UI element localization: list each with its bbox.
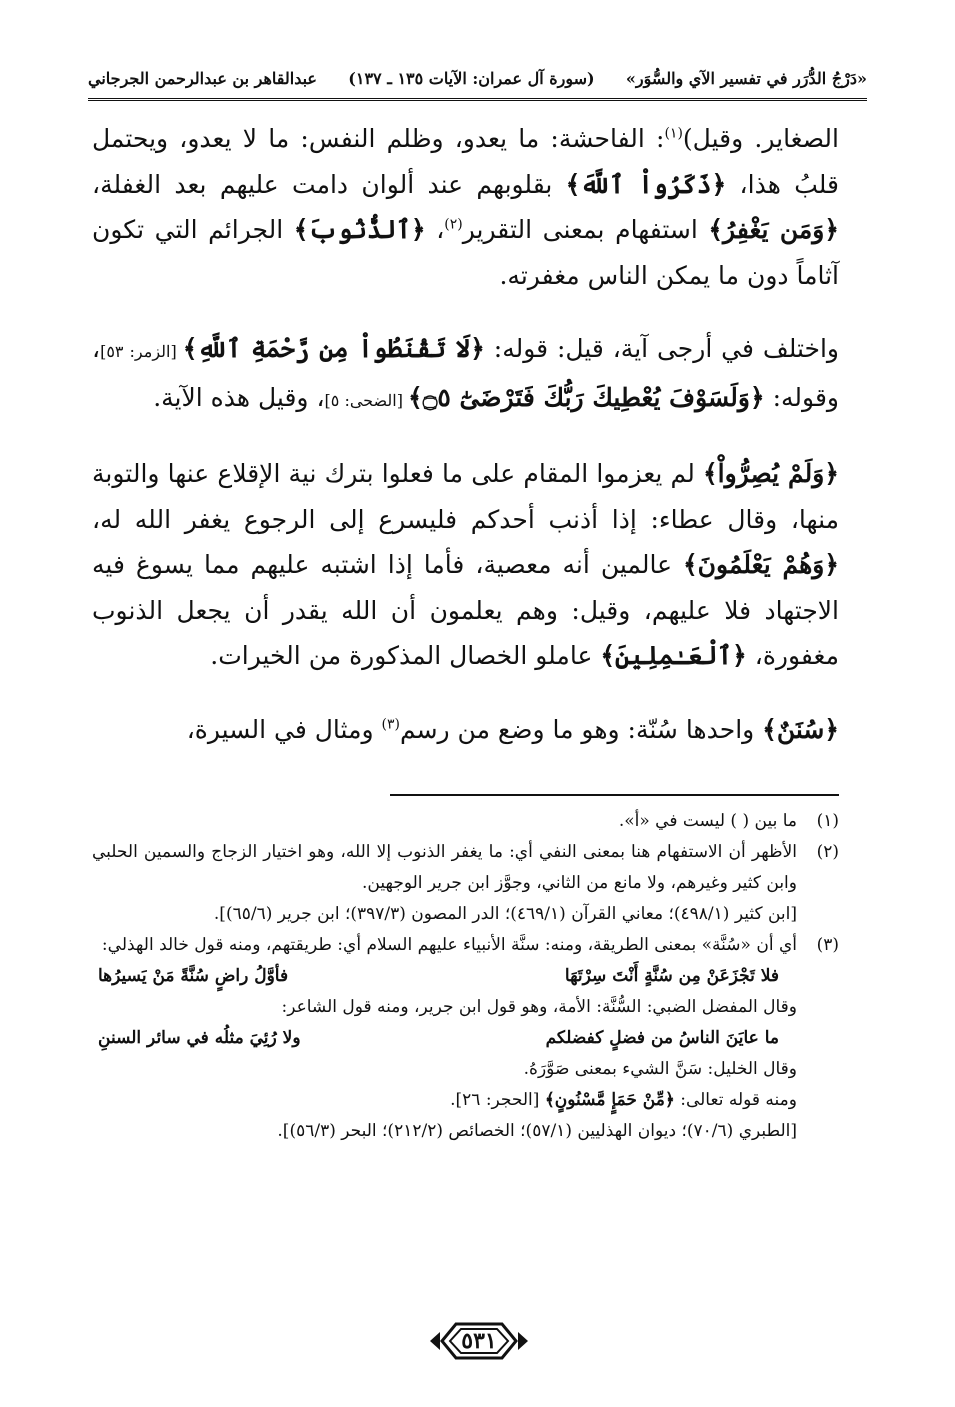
paragraph-1 xyxy=(92,116,839,298)
surah-reference: [الحجر: ٢٦]. xyxy=(450,1090,545,1110)
footnote-line: وقال الخليل: سَنَّ الشيء بمعنى صَوَّرَهُ. xyxy=(523,1059,797,1079)
footnote-2 xyxy=(92,837,839,899)
paragraph-4 xyxy=(92,707,839,753)
surah-reference: [الضحى: ٥] xyxy=(324,390,409,410)
text-run: ، وقيل هذه الآية. xyxy=(153,382,325,412)
quran-quote: ﴿وَلَسَوْفَ يُعْطِيكَ رَبُّكَ فَتَرْضَىٰٓ ۝٥﴾ xyxy=(408,382,765,412)
quran-quote: ﴿مِّنْ حَمَإٍ مَّسْنُونٍ﴾ xyxy=(544,1090,675,1110)
footnote-number: (٢) xyxy=(816,842,839,862)
header-divider xyxy=(88,98,867,101)
poetry-verse-2 xyxy=(92,1023,839,1054)
text-run: واحدها سُنّة: وهو ما وضع من رسم xyxy=(399,714,763,744)
text-run: : الفاحشة: ما يعدو، وظلم النفس: ما لا يعدو، ويحتمل قلبُ هذا، xyxy=(92,124,839,199)
footnote-ref-1: (١) xyxy=(664,125,683,142)
paragraph-2 xyxy=(92,326,839,423)
quran-quote: ﴿وَهُمْ يَعْلَمُونَ﴾ xyxy=(683,550,840,579)
running-header xyxy=(88,58,867,98)
footnote-number: (١) xyxy=(816,811,839,831)
footnote-text: ما بين ( ) ليست في «أ». xyxy=(618,811,797,831)
footnote-line: وقال المفضل الضبي: السُّنَّة: الأمة، وهو قول ابن جرير، ومنه قول الشاعر: xyxy=(281,997,797,1017)
text-run: واختلف في أرجى آية، قيل: قوله: xyxy=(484,334,839,363)
text-run: عالمين أنه معصية، فأما إذا اشتبه عليهم مما يسوغ فيه الاجتهاد فلا عليهم، وقيل: وهم يعلمون أن الله يقدر أن يجعل الذنوب مغفورة، xyxy=(92,550,839,670)
text-run: لم يعزموا المقام على ما فعلوا بترك نية الإقلاع عنها والتوبة منها، وقال عطاء: إذا أذنب أحدكم فليسرع إلى الرجوع يغفر الله له، xyxy=(92,459,839,534)
footnote-ref-3: (٣) xyxy=(381,716,400,733)
page-number: ٥٣١ xyxy=(461,1328,497,1354)
quran-quote: ﴿ٱلْعَـٰمِلِينَ﴾ xyxy=(600,641,747,670)
text-run: الصغاير. وقيل) xyxy=(682,124,839,153)
footnote-number: (٣) xyxy=(816,935,839,955)
footnote-line xyxy=(92,1085,839,1116)
text-run: الجرائم التي تكون آثاماً دون ما يمكن الناس مغفرته. xyxy=(92,215,839,290)
quran-quote: ﴿لَا تَقْنَطُواْ مِن رَّحْمَةِ ٱللَّهِ﴾ xyxy=(182,334,485,363)
quran-quote: ﴿وَمَن يَغْفِرُ﴾ xyxy=(708,215,839,244)
main-text xyxy=(92,116,839,780)
surah-reference: [الزمر: ٥٣] xyxy=(100,342,183,361)
footnote-references: [الطبري (٧٠/٦)؛ ديوان الهذليين (٥٧/١)؛ الخصائص (٢١٢/٢)؛ البحر (٥٦/٣)]. xyxy=(277,1121,797,1141)
footnote-divider xyxy=(390,794,839,796)
text-run: ومثال في السيرة، xyxy=(186,714,382,744)
quran-quote: ﴿ذَكَرُواْ ٱللَّهَ﴾ xyxy=(565,169,727,199)
quran-quote: ﴿ٱلذُّنُوبَ﴾ xyxy=(293,215,426,244)
surah-info: (سورة آل عمران: الآيات ١٣٥ ـ ١٣٧) xyxy=(348,68,595,88)
poetry-verse-1 xyxy=(92,961,839,992)
text-run: بقلوبهم عند ألوان دامت عليهم بعد الغفلة، xyxy=(92,169,566,199)
footnote-ref-2: (٢) xyxy=(444,216,463,233)
page-number-ornament xyxy=(428,1318,530,1364)
text-run: ، وقوله: xyxy=(92,334,839,412)
verse-hemistich: فأوَّلُ راضٍ سُنَّةً مَنْ يَسيرُها xyxy=(98,966,289,986)
verse-hemistich: ما عايَنَ الناسُ من فضلٍ كفضلكم xyxy=(545,1028,779,1048)
verse-hemistich: فلا تَجْزَعَنْ مِن سُنَّةٍ أَنْتَ سِرْتَهَا xyxy=(564,966,779,986)
footnote-text: أي أن «سُنَّة» بمعنى الطريقة، ومنه: سنَّة الأنبياء عليهم السلام أي: طريقتهم، ومنه قول خالد الهذلي: xyxy=(101,935,797,955)
book-title: «دَرْجُ الدُّرَر في تفسير الآي والسُّوَر» xyxy=(625,68,867,88)
text-run: عاملو الخصال المذكورة من الخيرات. xyxy=(210,641,601,670)
author-name: عبدالقاهر بن عبدالرحمن الجرجاني xyxy=(88,68,317,88)
footnote-3 xyxy=(92,930,839,961)
paragraph-3 xyxy=(92,451,839,679)
quran-quote: ﴿سُنَنٌ﴾ xyxy=(762,714,839,744)
quran-quote: ﴿وَلَمْ يُصِرُّواْ﴾ xyxy=(702,459,839,488)
footnote-1 xyxy=(92,806,839,837)
footnote-references: [ابن كثير (٤٩٨/١)؛ معاني القرآن (٤٦٩/١)؛ الدر المصون (٣٩٧/٣)؛ ابن جرير (٦٥/٦)]. xyxy=(213,904,797,924)
verse-hemistich: ولا رُئِيَ مثلُه في سائر السننِ xyxy=(98,1028,301,1048)
text-run: استفهام بمعنى التقرير xyxy=(462,215,709,244)
text-run: ، xyxy=(425,215,445,244)
text-run: ومنه قوله تعالى: xyxy=(674,1090,797,1110)
footnote-text: الأظهر أن الاستفهام هنا بمعنى النفي أي: ما يغفر الذنوب إلا الله، وهو اختيار الزجاج والسمين الحلبي وابن كثير وغيرهم، ولا مانع من الثاني، وجوَّز ابن جرير الوجهين. xyxy=(92,842,797,893)
footnotes-section xyxy=(92,806,839,1147)
